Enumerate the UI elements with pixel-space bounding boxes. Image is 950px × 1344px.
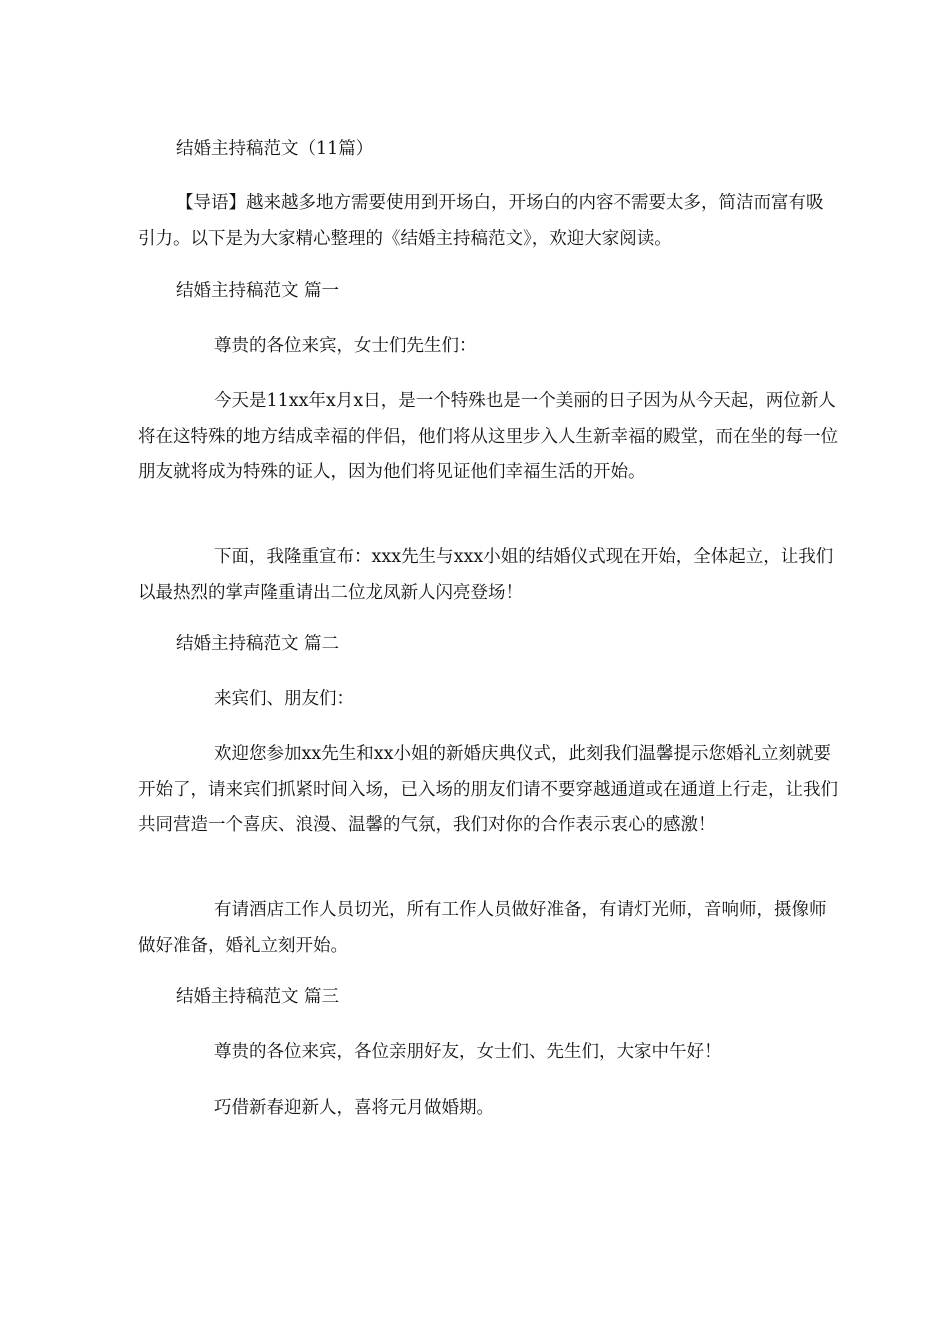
intro-paragraph: 【导语】越来越多地方需要使用到开场白，开场白的内容不需要太多，简洁而富有吸引力。以下是为大家精心整理的《结婚主持稿范文》，欢迎大家阅读。	[138, 193, 824, 249]
section-3-paragraph-1: 巧借新春迎新人，喜将元月做婚期。	[214, 1098, 494, 1118]
section-3-heading: 结婚主持稿范文 篇三	[176, 987, 340, 1007]
section-2-salutation: 来宾们、朋友们：	[214, 689, 354, 709]
section-2-paragraph-1: 欢迎您参加xx先生和xx小姐的新婚庆典仪式，此刻我们温馨提示您婚礼立刻就要开始了，请来宾们抓紧时间入场，已入场的朋友们请不要穿越通道或在通道上行走，让我们共同营造一个喜庆、浪漫、温馨的气氛，我们对你的合作表示衷心的感激！	[138, 744, 838, 836]
section-2-paragraph-2: 有请酒店工作人员切光，所有工作人员做好准备，有请灯光师，音响师，摄像师做好准备，婚礼立刻开始。	[138, 900, 827, 956]
section-1-paragraph-2: 下面，我隆重宣布：xxx先生与xxx小姐的结婚仪式现在开始，全体起立，让我们以最热烈的掌声隆重请出二位龙凤新人闪亮登场！	[138, 547, 834, 603]
document-title: 结婚主持稿范文（11篇）	[176, 139, 374, 159]
section-3-salutation: 尊贵的各位来宾，各位亲朋好友，女士们、先生们，大家中午好！	[214, 1042, 722, 1062]
section-1-paragraph-1: 今天是11xx年x月x日，是一个特殊也是一个美丽的日子因为从今天起，两位新人将在这特殊的地方结成幸福的伴侣，他们将从这里步入人生新幸福的殿堂，而在坐的每一位朋友就将成为特殊的证人，因为他们将见证他们幸福生活的开始。	[138, 391, 838, 483]
section-2-heading: 结婚主持稿范文 篇二	[176, 634, 340, 654]
section-1-salutation: 尊贵的各位来宾，女士们先生们：	[214, 336, 477, 356]
section-1-heading: 结婚主持稿范文 篇一	[176, 281, 340, 301]
